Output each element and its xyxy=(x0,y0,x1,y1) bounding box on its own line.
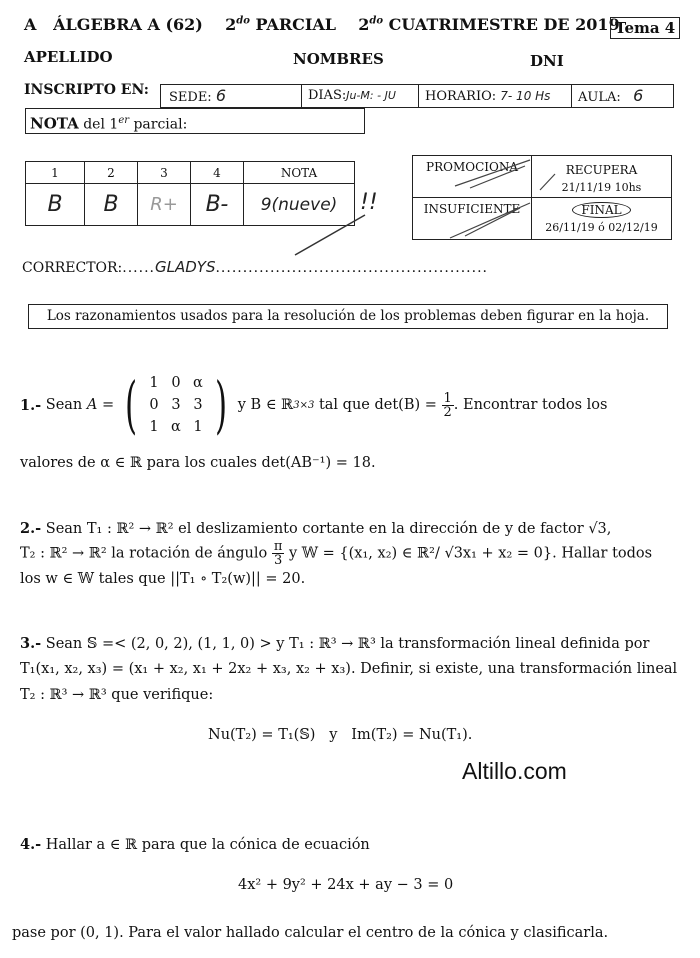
question-4-display: 4x² + 9y² + 24x + ay − 3 = 0 xyxy=(238,877,454,893)
grade-value-4: B- xyxy=(191,184,244,226)
term-ord: 2 xyxy=(358,15,370,34)
question-1-text-d: . Encontrar todos los xyxy=(453,396,608,413)
question-2-text-2b: y 𝕎 = {(x₁, x₂) ∈ ℝ²/ √3x₁ + x₂ = 0}. Hallar todos xyxy=(288,545,653,562)
corrector-label: CORRECTOR: xyxy=(22,260,123,276)
header-title xyxy=(24,15,620,34)
dias-value: Ju-M: - JU xyxy=(346,89,396,102)
aula-field xyxy=(572,85,673,107)
question-4-line-1 xyxy=(20,831,370,859)
question-4-line-3: pase por (0, 1). Para el valor hallado calcular el centro de la cónica y clasificarla. xyxy=(12,925,609,941)
nota-label-sup: er xyxy=(118,115,130,126)
pen-stroke xyxy=(290,210,370,260)
sede-field xyxy=(161,85,302,107)
term-label: CUATRIMESTRE DE 2019 xyxy=(388,15,620,34)
exam-ord-sup: do xyxy=(236,15,250,27)
strike-marks xyxy=(420,158,680,243)
grade-value-1: B xyxy=(26,184,85,226)
sede-value: 6 xyxy=(215,86,227,105)
matrix-cell: 3 xyxy=(171,397,181,413)
question-2-line-3: los w ∈ 𝕎 tales que ||T₁ ∘ T₂(w)|| = 20. xyxy=(20,571,306,587)
question-1-text-a: Sean xyxy=(45,396,83,413)
matrix-cell: 1 xyxy=(149,375,159,391)
course-name: ÁLGEBRA A (62) xyxy=(53,15,203,34)
exam-label: PARCIAL xyxy=(255,15,336,34)
question-1-number: 1.- xyxy=(20,396,42,414)
question-3-line-1 xyxy=(20,630,649,658)
frac-num: 1 xyxy=(443,390,452,406)
recupera-label: RECUPERA xyxy=(565,163,638,177)
horario-label: HORARIO: xyxy=(425,89,497,104)
grades-header-row xyxy=(26,162,355,184)
nota-primer-parcial-box xyxy=(25,108,365,134)
inscripto-box xyxy=(160,84,674,108)
question-1-sup: 3×3 xyxy=(293,399,315,411)
grade-header-4: 4 xyxy=(191,162,244,184)
exam-ord: 2 xyxy=(225,15,237,34)
horario-value: 7- 10 Hs xyxy=(500,89,551,103)
apellido-label: APELLIDO xyxy=(24,48,113,66)
fraction-one-half xyxy=(442,392,454,419)
grade-value-nota: 9(nueve) xyxy=(244,184,355,226)
final-label: FINAL xyxy=(572,202,630,218)
question-1: 1.- Sean A = ( 1 0 α 0 3 3 1 α 1 ) y B ∈ ℝ 3×3 tal que det(B) = $\frac{1}{2}$ . Encontrar todos los xyxy=(20,368,608,441)
fraction-pi-third xyxy=(272,540,285,567)
grade-header-2: 2 xyxy=(85,162,138,184)
question-1-line-2: valores de α ∈ ℝ para los cuales det(AB⁻¹) = 18. xyxy=(20,455,376,471)
matrix-cell: 3 xyxy=(193,397,203,413)
matrix-cell: 1 xyxy=(193,419,203,435)
notice-box: Los razonamientos usados para la resolución de los problemas deben figurar en la hoja. xyxy=(28,304,668,329)
dias-field xyxy=(302,85,419,107)
nota-label-end: parcial: xyxy=(133,116,188,133)
tema-box: Tema 4 xyxy=(610,17,680,39)
altillo-watermark: Altillo.com xyxy=(462,758,567,784)
question-1-text-c: tal que det(B) = xyxy=(318,396,437,413)
corrector-value: GLADYS xyxy=(154,258,216,276)
inscripto-label: INSCRIPTO EN: xyxy=(24,82,149,98)
question-2-text-1: Sean T₁ : ℝ² → ℝ² el deslizamiento cortante en la dirección de y de factor √3, xyxy=(45,521,612,537)
question-4-number: 4.- xyxy=(20,836,42,853)
question-3-text-1: Sean 𝕊 =< (2, 0, 2), (1, 1, 0) > y T₁ : ℝ³ → ℝ³ la transformación lineal definida por xyxy=(45,636,650,652)
question-3-line-3: T₂ : ℝ³ → ℝ³ que verifique: xyxy=(20,687,214,703)
exclamation-mark: !! xyxy=(360,190,378,215)
matrix-cell: 0 xyxy=(149,397,159,413)
question-4-text-1: Hallar a ∈ ℝ para que la cónica de ecuación xyxy=(45,837,370,853)
question-3-line-2: T₁(x₁, x₂, x₃) = (x₁ + x₂, x₁ + 2x₂ + x₃, x₂ + x₃). Definir, si existe, una transformación lineal xyxy=(20,661,678,677)
grade-header-1: 1 xyxy=(26,162,85,184)
final-dates: 26/11/19 ó 02/12/19 xyxy=(545,221,658,234)
nombres-label: NOMBRES xyxy=(293,50,384,68)
sede-label: SEDE: xyxy=(169,90,212,105)
frac-den: 2 xyxy=(443,404,452,420)
question-1-text-b: y B ∈ ℝ xyxy=(237,396,294,413)
horario-field xyxy=(419,85,572,107)
grade-header-3: 3 xyxy=(138,162,191,184)
question-2-line-2 xyxy=(20,540,652,568)
nota-label-bold: NOTA xyxy=(30,114,79,133)
aula-value: 6 xyxy=(633,86,644,105)
tema-letter: A xyxy=(24,15,37,34)
dni-label: DNI xyxy=(530,52,564,70)
matrix-cell: 1 xyxy=(149,419,159,435)
promociona-label: PROMOCIONA xyxy=(426,160,518,174)
aula-label: AULA: xyxy=(578,90,621,105)
grade-header-nota: NOTA xyxy=(244,162,355,184)
question-2-line-1 xyxy=(20,515,611,543)
grade-value-3: R+ xyxy=(138,184,191,226)
term-ord-sup: do xyxy=(369,15,384,27)
matrix-cell: α xyxy=(193,375,203,391)
matrix-cell: α xyxy=(171,419,181,435)
question-2-text-2a: T₂ : ℝ² → ℝ² la rotación de ángulo xyxy=(20,545,268,562)
question-3-display: Nu(T₂) = T₁(𝕊) y Im(T₂) = Nu(T₁). xyxy=(208,727,473,743)
frac-num: π xyxy=(273,539,283,554)
insuficiente-label: INSUFICIENTE xyxy=(423,202,521,216)
dias-label: DIAS: xyxy=(308,88,347,103)
nota-label-rest: del 1 xyxy=(83,116,119,133)
frac-den: 3 xyxy=(273,553,283,568)
corrector-line: CORRECTOR:......GLADYS.................................................. xyxy=(22,258,488,276)
question-3-number: 3.- xyxy=(20,635,42,652)
matrix-a: ( 1 0 α 0 3 3 1 α 1 ) xyxy=(124,368,228,441)
matrix-cell: 0 xyxy=(171,375,181,391)
recupera-date: 21/11/19 10hs xyxy=(561,181,642,194)
question-2-number: 2.- xyxy=(20,520,42,537)
grade-value-2: B xyxy=(85,184,138,226)
